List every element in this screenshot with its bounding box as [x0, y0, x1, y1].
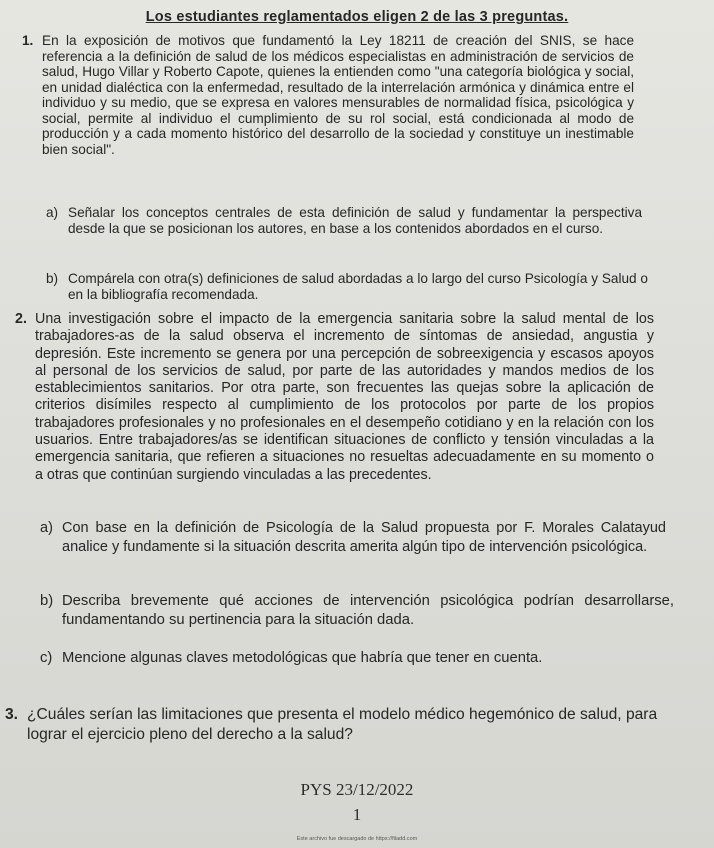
question-2-part-a [40, 519, 666, 556]
question-1-part-a-text: Señalar los conceptos centrales de esta definición de salud y fundamentar la perspectiva desde la que se posicionan los autores, en base a los contenidos abordados en el curso. [68, 205, 642, 236]
question-2-part-b-text: Describa brevemente qué acciones de intervención psicológica podrían desarrollarse, fundamentando su pertinencia para la situación dada. [62, 593, 674, 628]
question-3 [5, 705, 683, 745]
question-2-part-a-text: Con base en la definición de Psicología de la Salud propuesta por F. Morales Calatayud analice y fundamente si la situación descrita amerita algún tipo de intervención psicológica. [62, 520, 666, 555]
exam-code: PYS 23/12/2022 [300, 780, 414, 799]
page-title: Los estudiantes reglamentados eligen 2 de las 3 preguntas. [145, 9, 569, 25]
question-2-part-a-label: a) [40, 520, 53, 536]
question-3-text: ¿Cuáles serían las limitaciones que presenta el modelo médico hegemónico de salud, para lograr el ejercicio pleno del derecho a la salud? [27, 706, 658, 743]
page-number: 1 [352, 805, 362, 824]
question-1-number: 1. [22, 33, 34, 48]
question-2-part-b-label: b) [40, 593, 54, 609]
question-2-text: Una investigación sobre el impacto de la emergencia sanitaria sobre la salud mental de los trabajadores-as de la salud observa el incremento de síntomas de ansiedad, angustia y depresión. Este incremento se genera por una percepción de sobreexigencia y escasos apoyos al personal de los servicios de salud, por parte de las autoridades y mandos medios de los establecimientos sanitarios. Por otra parte, son frecuentes las quejas sobre la aplicación de criterios disímiles respecto al cumplimiento de los protocolos por parte de los propios trabajadores profesionales y no profesionales en el desempeño cotidiano y en la relación con los usuarios. Entre trabajadores/as se identifican situaciones de conflicto y tensión vinculadas a la emergencia sanitaria, que refieren a situaciones no resueltas adecuadamente en su momento o a otras que continúan surgiendo vinculadas a las precedentes. [35, 311, 654, 483]
question-1-part-b [46, 271, 648, 303]
question-2-part-c [40, 649, 662, 668]
question-2 [15, 311, 654, 484]
question-1-text: En la exposición de motivos que fundamentó la Ley 18211 de creación del SNIS, se hace referencia a la definición de salud de los médicos especialistas en administración de servicios de salud, Hugo Villar y Roberto Capote, quienes la entienden como "una categoría biológica y social, en unidad dialéctica con la enfermedad, resultado de la interrelación armónica y dinámica entre el individuo y su medio, que se expresa en valores mensurables de normalidad física, psicológica y social, permite al individuo el cumplimiento de su rol social, está condicionada al modo de producción y a cada momento histórico del desarrollo de la sociedad y constituye un inestimable bien social". [42, 33, 634, 157]
question-3-number: 3. [5, 706, 19, 723]
question-1 [22, 33, 634, 157]
question-1-part-b-text: Compárela con otra(s) definiciones de salud abordadas a lo largo del curso Psicología y Salud o en la bibliografía recomendada. [68, 271, 648, 302]
question-1-part-a [46, 205, 642, 237]
download-note: Este archivo fue descargado de https://filadd.com [296, 836, 418, 842]
question-2-part-c-label: c) [40, 650, 53, 666]
question-2-part-b [40, 592, 674, 629]
question-2-number: 2. [15, 311, 27, 327]
question-2-part-c-text: Mencione algunas claves metodológicas que habría que tener en cuenta. [62, 650, 543, 666]
question-1-part-a-label: a) [46, 205, 59, 220]
question-1-part-b-label: b) [46, 271, 59, 286]
